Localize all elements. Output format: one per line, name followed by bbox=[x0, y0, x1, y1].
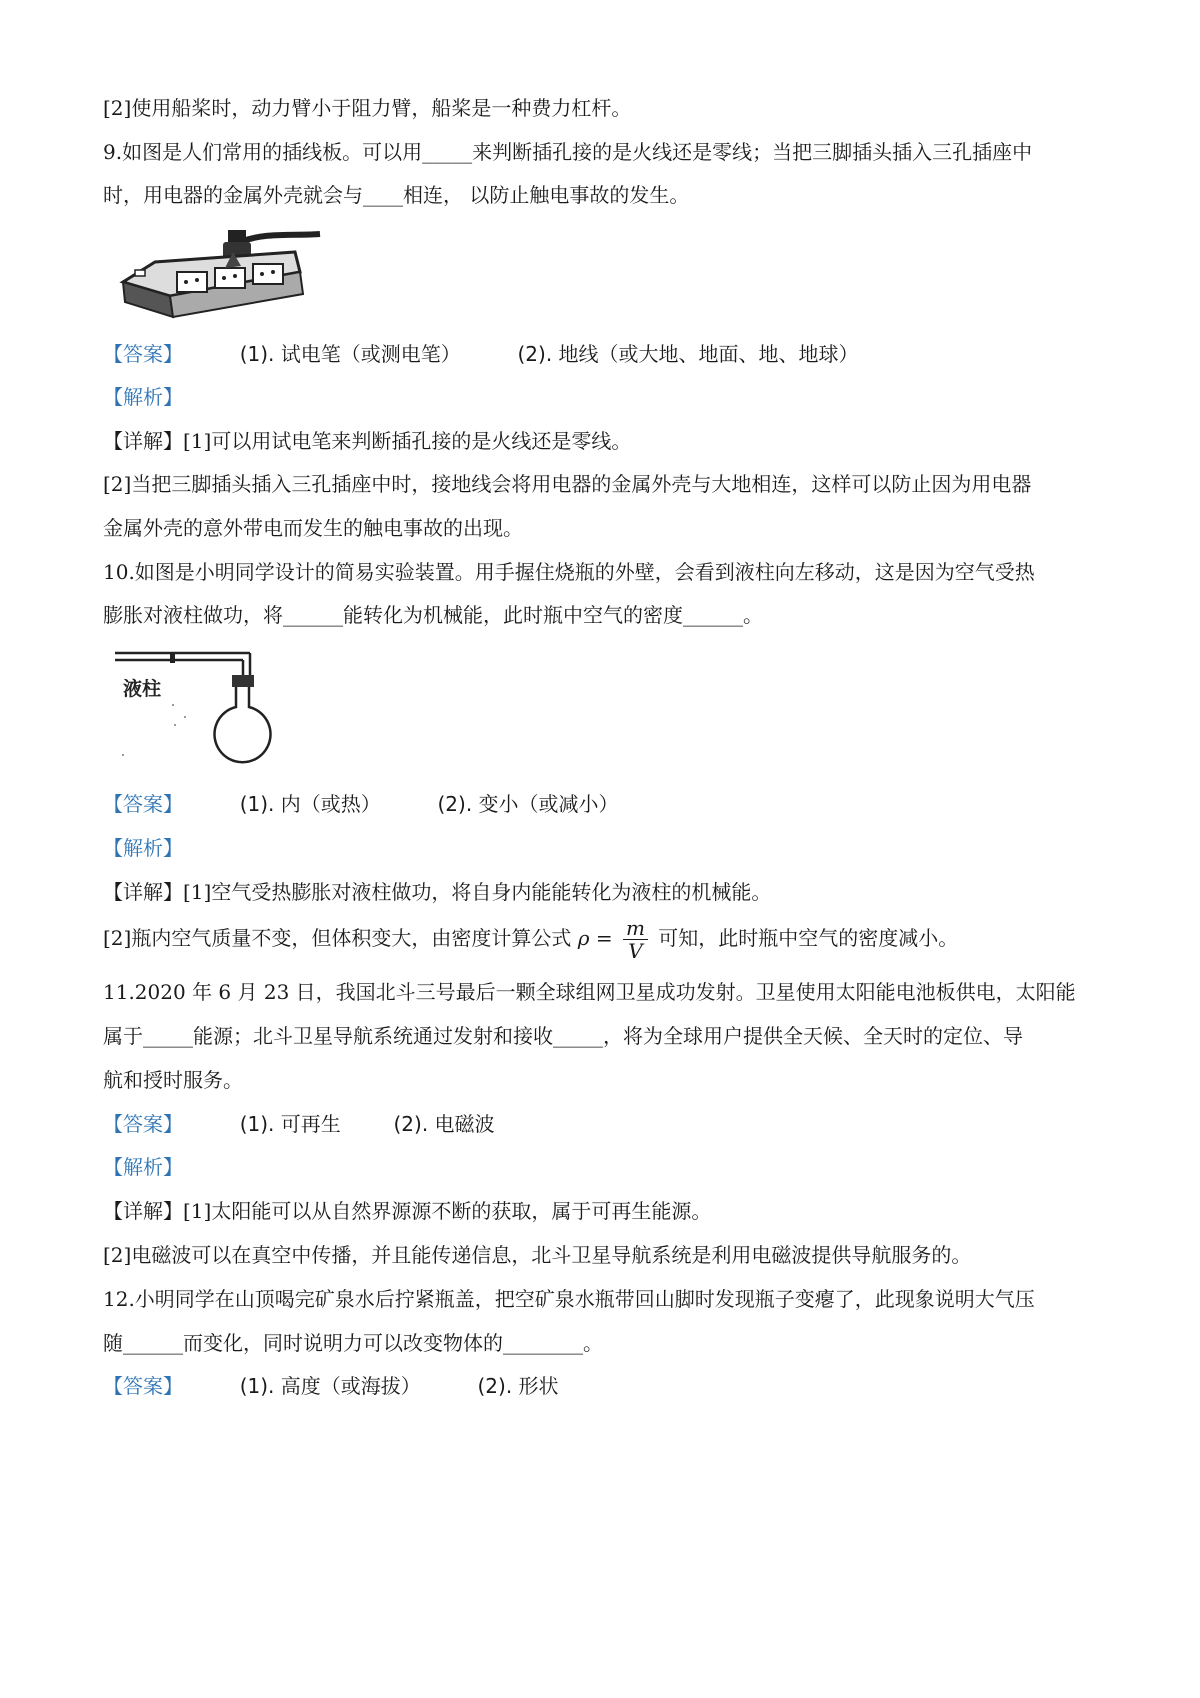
answer-tag: 【答案】 bbox=[103, 1112, 183, 1136]
density-fraction bbox=[623, 917, 648, 962]
explanation-line: [2]当把三脚插头插入三孔插座中时，接地线会将用电器的金属外壳与大地相连，这样可以防止因为用电器 bbox=[103, 472, 1032, 496]
answer-1: (1). 内（或热） bbox=[239, 792, 381, 816]
formula-lhs: ρ = bbox=[577, 926, 613, 950]
formula-tail-text: 可知，此时瓶中空气的密度减小。 bbox=[658, 926, 959, 950]
explanation-line: 【详解】[1]空气受热膨胀对液柱做功，将自身内能能转化为液柱的机械能。 bbox=[103, 880, 772, 904]
answer-2: (2). 电磁波 bbox=[393, 1112, 495, 1136]
answer-tag: 【答案】 bbox=[103, 1374, 183, 1398]
explanation-line: 金属外壳的意外带电而发生的触电事故的出现。 bbox=[103, 516, 523, 540]
answer-1: (1). 试电笔（或测电笔） bbox=[239, 342, 461, 366]
flask-apparatus-figure bbox=[115, 645, 275, 780]
question-10-stem-cont: 膨胀对液柱做功，将______能转化为机械能，此时瓶中空气的密度______。 bbox=[103, 603, 763, 627]
fraction-numerator: m bbox=[623, 917, 648, 940]
answer-tag: 【答案】 bbox=[103, 342, 183, 366]
question-9-stem-cont: 时，用电器的金属外壳就会与____相连， 以防止触电事故的发生。 bbox=[103, 183, 690, 207]
answer-2: (2). 形状 bbox=[477, 1374, 559, 1398]
question-11-stem-cont: 属于_____能源；北斗卫星导航系统通过发射和接收_____，将为全球用户提供全天候、全天时的定位、导 bbox=[103, 1024, 1023, 1048]
answer-row-q11 bbox=[103, 1110, 1103, 1138]
answer-1: (1). 高度（或海拔） bbox=[239, 1374, 421, 1398]
question-12-stem: 12.小明同学在山顶喝完矿泉水后拧紧瓶盖，把空矿泉水瓶带回山脚时发现瓶子变瘪了，此现象说明大气压 bbox=[103, 1287, 1035, 1311]
answer-1: (1). 可再生 bbox=[239, 1112, 341, 1136]
analysis-heading bbox=[103, 834, 1103, 862]
analysis-heading bbox=[103, 383, 1103, 411]
answer-tag: 【答案】 bbox=[103, 792, 183, 816]
explanation-line: 【详解】[1]可以用试电笔来判断插孔接的是火线还是零线。 bbox=[103, 429, 632, 453]
answer-row-q10 bbox=[103, 790, 1103, 818]
explanation-line-formula bbox=[103, 915, 1103, 965]
answer-2: (2). 变小（或减小） bbox=[437, 792, 619, 816]
question-12-stem-cont: 随______而变化，同时说明力可以改变物体的________。 bbox=[103, 1331, 603, 1355]
question-9-stem: 9.如图是人们常用的插线板。可以用_____来判断插孔接的是火线还是零线；当把三脚插头插入三孔插座中 bbox=[103, 140, 1033, 164]
analysis-tag: 【解析】 bbox=[103, 836, 183, 860]
power-strip-figure bbox=[115, 222, 325, 332]
question-11-stem: 11.2020 年 6 月 23 日，我国北斗三号最后一颗全球组网卫星成功发射。卫星使用太阳能电池板供电，太阳能 bbox=[103, 980, 1076, 1004]
analysis-tag: 【解析】 bbox=[103, 385, 183, 409]
formula-lead-text: [2]瓶内空气质量不变，但体积变大，由密度计算公式 bbox=[103, 926, 572, 950]
fraction-denominator: V bbox=[628, 939, 643, 963]
answer-row-q9 bbox=[103, 340, 1103, 368]
text-line: [2]使用船桨时，动力臂小于阻力臂，船桨是一种费力杠杆。 bbox=[103, 96, 632, 120]
analysis-tag: 【解析】 bbox=[103, 1155, 183, 1179]
liquid-column-label: 液柱 bbox=[123, 678, 162, 700]
answer-row-q12 bbox=[103, 1372, 1103, 1400]
answer-2: (2). 地线（或大地、地面、地、地球） bbox=[517, 342, 859, 366]
question-11-stem-cont: 航和授时服务。 bbox=[103, 1068, 243, 1092]
analysis-heading bbox=[103, 1153, 1103, 1181]
question-10-stem: 10.如图是小明同学设计的简易实验装置。用手握住烧瓶的外壁，会看到液柱向左移动，这是因为空气受热 bbox=[103, 560, 1035, 584]
explanation-line: [2]电磁波可以在真空中传播，并且能传递信息，北斗卫星导航系统是利用电磁波提供导航服务的。 bbox=[103, 1243, 972, 1267]
explanation-line: 【详解】[1]太阳能可以从自然界源源不断的获取，属于可再生能源。 bbox=[103, 1199, 712, 1223]
